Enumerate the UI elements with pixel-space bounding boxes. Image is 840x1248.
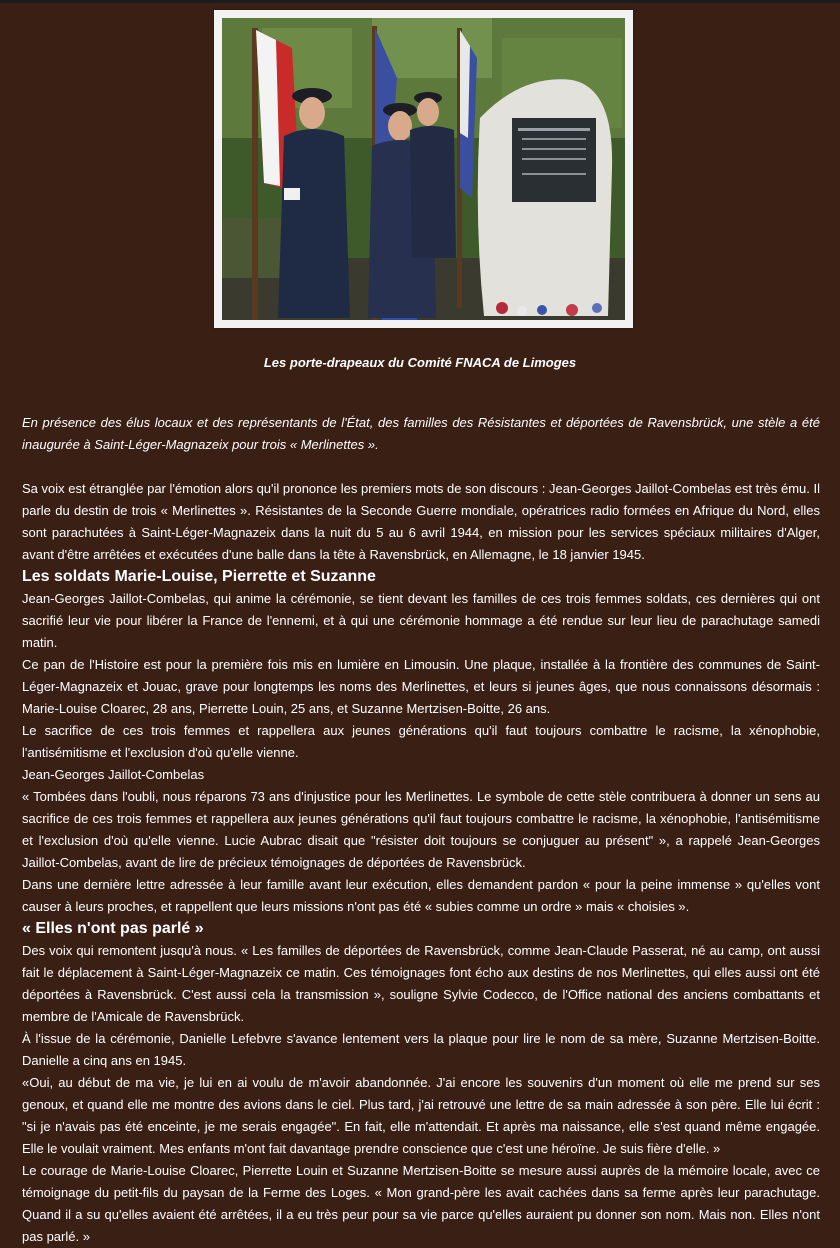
article-paragraph: Ce pan de l'Histoire est pour la première fois mis en lumière en Limousin. Une plaque, installée à la frontière des communes de Saint-Léger-Magnazeix et Jouac, grave pour longtemps les noms des Merlinettes, et leurs si jeunes âges, que nous connaissons désormais : Marie-Louise Cloarec, 28 ans, Pierrette Louin, 25 ans, et Suzanne Mertzisen-Boitte, 26 ans.: [22, 657, 820, 716]
section-heading: « Elles n'ont pas parlé »: [22, 920, 204, 937]
flag-bearers-photo: [222, 18, 625, 320]
article-intro: En présence des élus locaux et des représentants de l'État, des familles des Résistantes et déportées de Ravensbrück, une stèle a été inaugurée à Saint-Léger-Magnazeix pour trois « Merlinettes ».: [22, 415, 820, 452]
article-body: [22, 412, 820, 1248]
article-photo-frame: [214, 10, 633, 328]
article-paragraph: Jean-Georges Jaillot-Combelas, qui anime la cérémonie, se tient devant les familles de ces trois femmes soldats, ces dernières qui ont sacrifié leur vie pour libérer la France de l'ennemi, et à qui une cérémonie hommage a été rendue sur leur lieu de parachutage samedi matin.: [22, 591, 820, 650]
article-paragraph: Des voix qui remontent jusqu'à nous. « Les familles de déportées de Ravensbrück, comme Jean-Claude Passerat, né au camp, ont aussi fait le déplacement à Saint-Léger-Magnazeix ce matin. Ces témoignages font écho aux destins de nos Merlinettes, qui elles aussi ont été déportées à Ravensbrück. C'est aussi cela la transmission », souligne Sylvie Codecco, de l'Office national des anciens combattants et membre de l'Amicale de Ravensbrück.: [22, 943, 820, 1024]
article-paragraph: « Tombées dans l'oubli, nous réparons 73 ans d'injustice pour les Merlinettes. Le symbole de cette stèle contribuera à donner un sens au sacrifice de ces trois femmes et rappellera aux jeunes générations qu'il faut toujours combattre le racisme, la xénophobie, l'antisémitisme et l'exclusion d'où qu'elle vienne. Lucie Aubrac disait que "résister doit toujours se conjuguer au présent" », a rappelé Jean-Georges Jaillot-Combelas, avant de lire de précieux témoignages de déportées de Ravensbrück.: [22, 789, 820, 870]
article-paragraph: Sa voix est étranglée par l'émotion alors qu'il prononce les premiers mots de son discours : Jean-Georges Jaillot-Combelas est très ému. Il parle du destin de trois « Merlinettes ». Résistantes de la Seconde Guerre mondiale, opératrices radio formées en Afrique du Nord, elles sont parachutées à Saint-Léger-Magnazeix dans la nuit du 5 au 6 avril 1944, en mission pour les services spéciaux militaires d'Alger, avant d'être arrêtées et exécutées d'une balle dans la tête à Ravensbrück, en Allemagne, le 18 janvier 1945.: [22, 481, 820, 562]
section-heading: Les soldats Marie-Louise, Pierrette et Suzanne: [22, 568, 376, 585]
article-paragraph: Dans une dernière lettre adressée à leur famille avant leur exécution, elles demandent pardon « pour la peine immense » qu'elles vont causer à leurs proches, et rappellent que leurs missions n'ont pas été « subies comme un ordre » mais « choisies ».: [22, 877, 820, 914]
article-paragraph: Jean-Georges Jaillot-Combelas: [22, 767, 205, 782]
top-bar: [0, 0, 840, 3]
article-paragraph: À l'issue de la cérémonie, Danielle Lefebvre s'avance lentement vers la plaque pour lire le nom de sa mère, Suzanne Mertzisen-Boitte. Danielle a cinq ans en 1945.: [22, 1031, 820, 1068]
article-paragraph: «Oui, au début de ma vie, je lui en ai voulu de m'avoir abandonnée. J'ai encore les souvenirs d'un moment où elle me prend sur ses genoux, et quand elle me montre des avions dans le ciel. Plus tard, j'ai retrouvé une lettre de sa main adressée à son père. Elle lui écrit : "si je n'avais pas été enceinte, je me serais engagée". En fait, elle m'attendait. Et après ma naissance, elle s'est quand même engagée. Elle le voulait vraiment. Mes enfants m'ont fait davantage prendre conscience que c'est une héroïne. Je suis fière d'elle. »: [22, 1075, 820, 1156]
article-paragraph: Le courage de Marie-Louise Cloarec, Pierrette Louin et Suzanne Mertzisen-Boitte se mesure aussi auprès de la mémoire locale, avec ce témoignage du petit-fils du paysan de la Ferme des Loges. « Mon grand-père les avait cachées dans sa ferme après leur parachutage. Quand il a su qu'elles avaient été arrêtées, il a eu très peur pour sa vie parce qu'elles auraient pu donner son nom. Mais non. Elles n'ont pas parlé. »: [22, 1163, 820, 1244]
photo-caption: Les porte-drapeaux du Comité FNACA de Limoges: [263, 355, 577, 370]
article-paragraph: Le sacrifice de ces trois femmes et rappellera aux jeunes générations qu'il faut toujours combattre le racisme, la xénophobie, l'antisémitisme et l'exclusion d'où qu'elle vienne.: [22, 723, 820, 760]
